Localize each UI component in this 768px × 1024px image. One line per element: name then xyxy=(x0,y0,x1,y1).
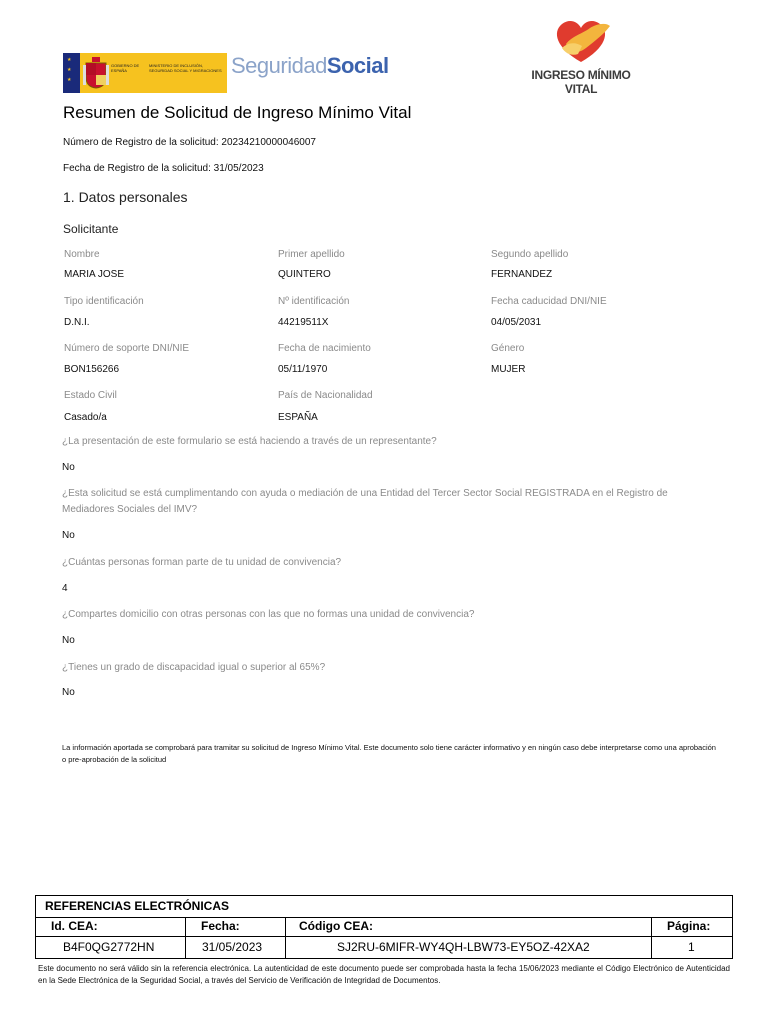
disclaimer-text: La información aportada se comprobará para tramitar su solicitud de Ingreso Mínimo Vital. Este documento solo tiene carácter informativo y en ningún caso debe interpretarse como una aprobación o pre-aprobación de la solicitud xyxy=(62,743,716,764)
field-label-pais-nacionalidad: País de Nacionalidad xyxy=(278,390,373,401)
imv-logo xyxy=(516,14,646,96)
logo-text-part2: Social xyxy=(326,53,389,78)
registration-date: Fecha de Registro de la solicitud: 31/05/2023 xyxy=(63,163,264,174)
field-value-segundo-apellido: FERNANDEZ xyxy=(491,269,553,280)
field-value-primer-apellido: QUINTERO xyxy=(278,269,331,280)
field-label-num-identificacion: Nº identificación xyxy=(278,296,350,307)
government-text: GOBIERNO DE ESPAÑA xyxy=(111,63,140,73)
field-value-tipo-identificacion: D.N.I. xyxy=(64,317,90,328)
references-header-row xyxy=(36,917,732,937)
field-label-genero: Género xyxy=(491,343,525,354)
field-label-nombre: Nombre xyxy=(64,249,100,260)
table-divider xyxy=(185,917,186,958)
field-value-estado-civil: Casado/a xyxy=(64,412,107,423)
question-representante: ¿La presentación de este formulario se está haciendo a través de un representante? xyxy=(62,436,437,447)
value-pagina: 1 xyxy=(688,940,695,954)
value-fecha: 31/05/2023 xyxy=(202,940,263,954)
eu-flag-bar: ★ ★ ★ xyxy=(63,53,80,93)
section-subheading: Solicitante xyxy=(63,222,119,236)
field-value-num-identificacion: 44219511X xyxy=(278,317,329,328)
value-codigo-cea: SJ2RU-6MIFR-WY4QH-LBW73-EY5OZ-42XA2 xyxy=(337,940,590,954)
table-divider xyxy=(651,917,652,958)
question-mediacion: ¿Esta solicitud se está cumplimentando con ayuda o mediación de una Entidad del Tercer Sector Social REGISTRADA en el Registro de Mediadores Sociales del IMV? xyxy=(62,488,668,515)
header-pagina: Página: xyxy=(667,919,711,933)
logo-text-part1: Seguridad xyxy=(231,53,327,78)
references-table xyxy=(35,895,733,959)
seguridad-social-logo xyxy=(231,53,389,79)
field-value-fecha-caducidad: 04/05/2031 xyxy=(491,317,542,328)
field-value-num-soporte: BON156266 xyxy=(64,364,120,375)
document-title: Resumen de Solicitud de Ingreso Mínimo Vital xyxy=(63,103,412,122)
ministry-text: MINISTERIO DE INCLUSIÓN, SEGURIDAD SOCIAL Y MIGRACIONES xyxy=(149,63,222,73)
header-id-cea: Id. CEA: xyxy=(51,919,98,933)
coat-of-arms-icon xyxy=(83,57,109,89)
validity-footnote: Este documento no será válido sin la referencia electrónica. La autenticidad de este documento puede ser comprobada hasta la fecha 15/06/2023 mediante el Código Electrónico de Autenticidad en la Sede Electrónica de la Seguridad Social, a través del Servicio de Verificación de Integridad de Documentos. xyxy=(38,964,730,985)
field-label-fecha-caducidad: Fecha caducidad DNI/NIE xyxy=(491,296,607,307)
answer-discapacidad: No xyxy=(62,687,75,698)
field-label-segundo-apellido: Segundo apellido xyxy=(491,249,569,260)
question-domicilio: ¿Compartes domicilio con otras personas con las que no formas una unidad de convivencia? xyxy=(62,609,475,620)
field-label-tipo-identificacion: Tipo identificación xyxy=(64,296,144,307)
field-label-fecha-nacimiento: Fecha de nacimiento xyxy=(278,343,371,354)
section-heading: 1. Datos personales xyxy=(63,189,188,205)
field-value-genero: MUJER xyxy=(491,364,526,375)
header-fecha: Fecha: xyxy=(201,919,240,933)
field-value-fecha-nacimiento: 05/11/1970 xyxy=(278,364,328,375)
table-divider xyxy=(285,917,286,958)
references-value-row xyxy=(36,936,732,958)
answer-mediacion: No xyxy=(62,530,75,541)
value-id-cea: B4F0QG2772HN xyxy=(63,940,155,954)
field-value-pais-nacionalidad: ESPAÑA xyxy=(278,412,318,423)
government-logo xyxy=(63,53,227,93)
answer-domicilio: No xyxy=(62,635,75,646)
references-title: REFERENCIAS ELECTRÓNICAS xyxy=(45,899,230,913)
field-value-nombre: MARIA JOSE xyxy=(64,269,125,280)
field-label-estado-civil: Estado Civil xyxy=(64,390,117,401)
question-discapacidad: ¿Tienes un grado de discapacidad igual o superior al 65%? xyxy=(62,662,326,673)
header-codigo-cea: Código CEA: xyxy=(299,919,373,933)
field-label-primer-apellido: Primer apellido xyxy=(278,249,345,260)
question-unidad-convivencia: ¿Cuántas personas forman parte de tu unidad de convivencia? xyxy=(62,557,342,568)
registration-number: Número de Registro de la solicitud: 20234210000046007 xyxy=(63,137,316,148)
answer-unidad-convivencia: 4 xyxy=(62,583,68,594)
answer-representante: No xyxy=(62,462,75,473)
imv-logo-text: INGRESO MÍNIMO VITAL xyxy=(531,68,631,96)
field-label-num-soporte: Número de soporte DNI/NIE xyxy=(64,343,190,354)
references-title-row xyxy=(36,896,732,918)
heart-hands-icon xyxy=(516,14,646,66)
